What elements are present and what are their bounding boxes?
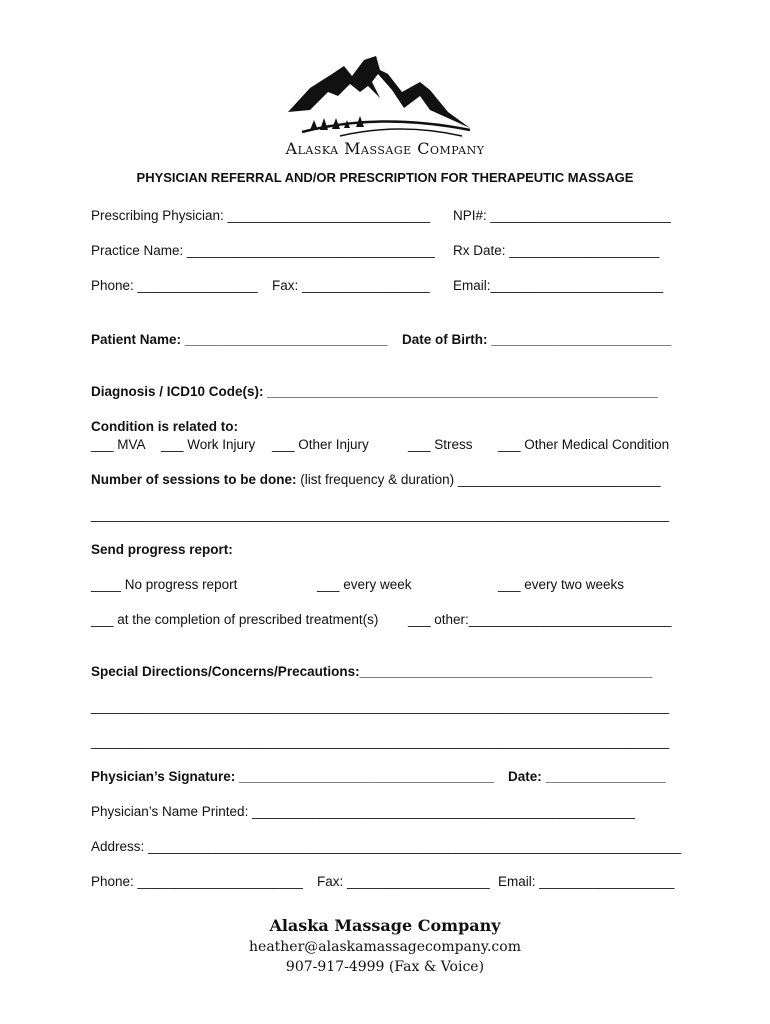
phone-field-2[interactable]: Phone: ______________________ [91,874,303,889]
address-field[interactable]: Address: _______________________________________________________________________ [91,839,682,854]
email-field-2[interactable]: Email: __________________ [498,874,675,889]
footer-company-name: Alaska Massage Company [269,916,501,935]
footer-phone: 907-917-4999 (Fax & Voice) [285,959,485,975]
email-field[interactable]: Email:_______________________ [453,278,664,293]
progress-none-option[interactable]: ____ No progress report [91,577,238,592]
progress-two-weeks-option[interactable]: ___ every two weeks [498,577,625,592]
progress-report-heading: Send progress report: [91,542,233,557]
phone-field[interactable]: Phone: ________________ [91,278,258,293]
progress-every-week-option[interactable]: ___ every week [317,577,412,592]
npi-field[interactable]: NPI#: ________________________ [453,208,671,223]
condition-work-injury-option[interactable]: ___ Work Injury [161,437,256,452]
diagnosis-field[interactable]: Diagnosis / ICD10 Code(s): ____________________________________________________ [91,384,658,399]
prescribing-physician-field[interactable]: Prescribing Physician: ___________________________ [91,208,431,223]
physician-name-printed-field[interactable]: Physician’s Name Printed: ___________________________________________________ [91,804,635,819]
signature-date-field[interactable]: Date: ________________ [508,769,666,784]
condition-other-medical-option[interactable]: ___ Other Medical Condition [498,437,670,452]
footer-email: heather@alaskamassagecompany.com [249,939,521,955]
rx-date-field[interactable]: Rx Date: ____________________ [453,243,660,258]
practice-name-field[interactable]: Practice Name: _________________________________ [91,243,435,258]
sessions-field-line-2[interactable]: _____________________________________________________________________________ [91,507,670,522]
special-directions-field[interactable]: Special Directions/Concerns/Precautions:_______________________________________ [91,664,653,679]
brand-name: Alaska Massage Company [285,139,485,158]
mountain-icon [280,52,480,138]
condition-other-injury-option[interactable]: ___ Other Injury [272,437,369,452]
condition-heading: Condition is related to: [91,419,238,434]
sessions-field[interactable] [91,472,661,488]
form-title: PHYSICIAN REFERRAL AND/OR PRESCRIPTION FOR THERAPEUTIC MASSAGE [136,170,634,185]
sessions-label: Number of sessions to be done: [91,472,297,487]
progress-completion-option[interactable]: ___ at the completion of prescribed treatment(s) [91,612,379,627]
condition-mva-option[interactable]: ___ MVA [91,437,146,452]
date-of-birth-field[interactable]: Date of Birth: ________________________ [402,332,672,347]
special-directions-line-3[interactable]: _____________________________________________________________________________ [91,734,670,749]
special-directions-line-2[interactable]: _____________________________________________________________________________ [91,699,670,714]
patient-name-field[interactable]: Patient Name: ___________________________ [91,332,388,347]
progress-other-option[interactable]: ___ other:___________________________ [408,612,672,627]
physician-signature-field[interactable]: Physician’s Signature: __________________________________ [91,769,495,784]
fax-field-2[interactable]: Fax: ___________________ [317,874,490,889]
sessions-hint: (list frequency & duration) ___________________________ [296,472,661,487]
condition-stress-option[interactable]: ___ Stress [408,437,473,452]
fax-field[interactable]: Fax: _________________ [272,278,430,293]
